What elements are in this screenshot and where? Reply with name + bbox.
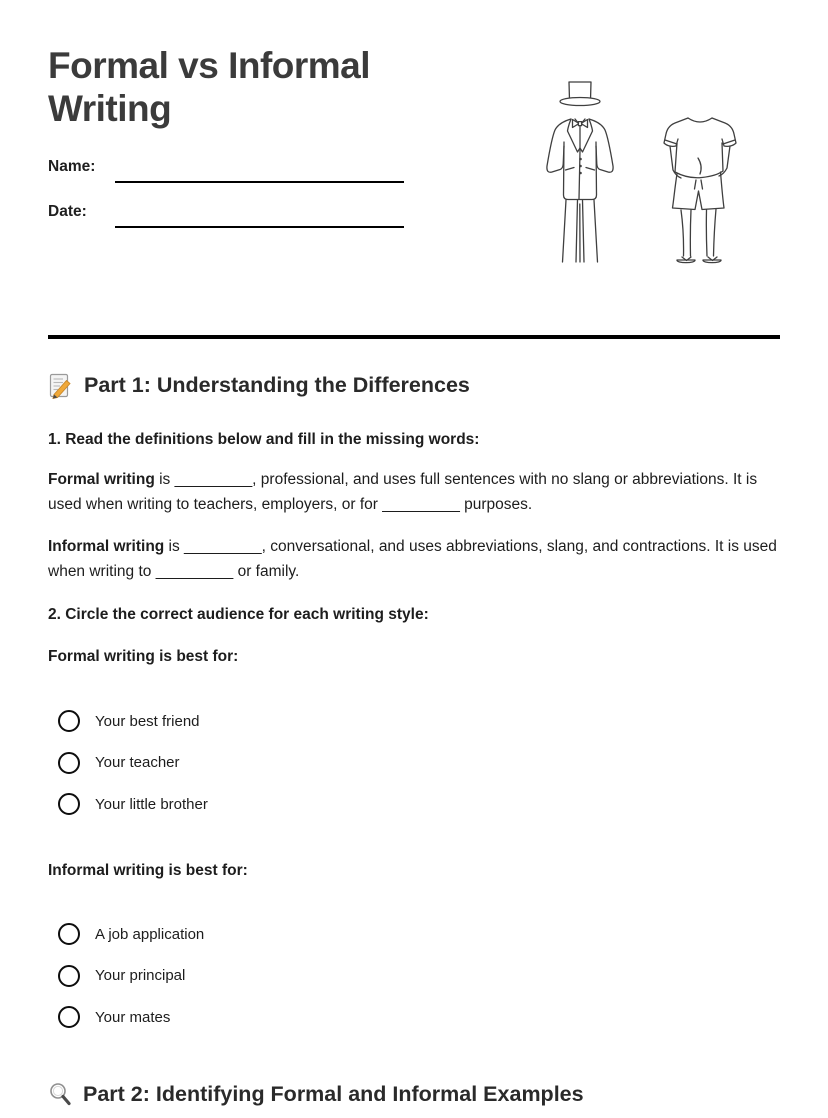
informal-definition-text: is _________, conversational, and uses abbreviations, slang, and contractions. It is used when writing to _________ or family. [48, 538, 777, 580]
option-label: Your little brother [95, 795, 208, 813]
part2-heading-text: Part 2: Identifying Formal and Informal Examples [83, 1082, 584, 1106]
radio-circle-icon[interactable] [58, 965, 80, 987]
option-your-teacher[interactable] [58, 752, 780, 774]
memo-icon [48, 373, 73, 399]
option-your-best-friend[interactable] [58, 710, 780, 732]
date-write-line[interactable] [115, 226, 404, 228]
question-2-prompt: 2. Circle the correct audience for each writing style: [48, 606, 429, 623]
option-a-job-application[interactable] [58, 923, 780, 945]
formal-best-label: Formal writing is best for: [48, 648, 239, 665]
informal-best-label: Informal writing is best for: [48, 862, 248, 879]
section-divider [48, 335, 780, 339]
radio-circle-icon[interactable] [58, 1006, 80, 1028]
option-label: Your teacher [95, 754, 180, 771]
radio-circle-icon[interactable] [58, 923, 80, 945]
radio-circle-icon[interactable] [58, 793, 80, 815]
date-field-row [48, 203, 87, 221]
option-label: Your best friend [95, 712, 200, 730]
magnifier-icon [48, 1082, 72, 1107]
option-your-principal[interactable] [58, 965, 780, 987]
date-label: Date: [48, 203, 87, 220]
formal-definition [48, 467, 780, 517]
informal-definition-lead: Informal writing [48, 538, 165, 555]
page-title: Formal vs Informal Writing [48, 45, 371, 129]
radio-circle-icon[interactable] [58, 710, 80, 732]
option-your-mates[interactable] [58, 1006, 780, 1028]
informal-best-options [48, 923, 780, 1028]
formal-best-options [48, 710, 780, 815]
informal-definition [48, 534, 780, 584]
part2-heading [48, 1081, 780, 1108]
part1-heading-text: Part 1: Understanding the Differences [84, 373, 470, 397]
formal-definition-text: is _________, professional, and uses full sentences with no slang or abbreviations. It is used when writing to teachers, employers, or for _________ purposes. [48, 471, 758, 513]
option-label: Your principal [95, 967, 186, 984]
name-field-row [48, 158, 95, 176]
worksheet-content [48, 372, 780, 1108]
question-1-prompt: 1. Read the definitions below and fill in the missing words: [48, 431, 480, 448]
name-write-line[interactable] [115, 181, 404, 183]
option-label: Your mates [95, 1008, 171, 1026]
formal-definition-lead: Formal writing [48, 471, 155, 488]
radio-circle-icon[interactable] [58, 752, 80, 774]
part1-heading [48, 372, 780, 399]
option-your-little-brother[interactable] [58, 793, 780, 815]
formal-casual-clothes-illustration [520, 62, 780, 279]
option-label: A job application [95, 925, 205, 943]
name-label: Name: [48, 158, 96, 175]
